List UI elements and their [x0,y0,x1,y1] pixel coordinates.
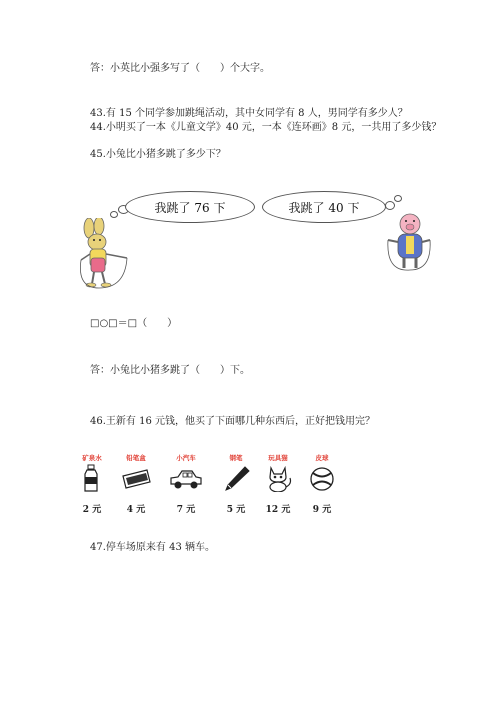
item-pencil-box [116,453,156,515]
item-label: 矿泉水 [82,454,102,462]
equation-line: □○□＝□（ ） [90,318,178,329]
question-47: 47.停车场原来有 43 辆车。 [90,542,215,553]
item-price: 7 元 [176,505,196,515]
item-label: 小汽车 [176,454,196,462]
item-label: 钢笔 [229,454,243,462]
rabbit-jumping-rope-icon [75,218,135,290]
question-43: 43.有 15 个同学参加跳绳活动，其中女同学有 8 人，男同学有多少人？ [90,108,408,119]
item-toy-car [166,453,206,515]
pen-icon [219,464,253,492]
rabbit-speech-bubble [125,191,255,223]
thought-dot [385,201,395,210]
item-toy-cat [258,453,298,515]
answer-45: 答：小兔比小猪多跳了（ ）下。 [90,365,250,376]
water-bottle-icon [75,464,109,492]
pig-speech-bubble [262,191,386,223]
item-label: 铅笔盒 [126,454,146,462]
pig-jumping-rope-icon [382,210,434,272]
rabbit-speech-text: 我跳了 76 下 [154,200,226,215]
toy-car-icon [169,464,203,492]
item-price: 12 元 [265,505,291,515]
ball-icon [305,464,339,492]
question-45: 45.小兔比小猪多跳了多少下？ [90,149,226,160]
item-price: 2 元 [82,505,102,515]
item-price: 9 元 [312,505,332,515]
thought-dot [110,211,118,218]
item-price: 4 元 [126,505,146,515]
item-ball [302,453,342,515]
question-46: 46.王新有 16 元钱，他买了下面哪几种东西后，正好把钱用完？ [90,416,375,427]
item-water-bottle [72,453,112,515]
item-label: 玩具猫 [268,454,288,462]
question-44: 44.小明买了一本《儿童文学》40 元，一本《连环画》8 元，一共用了多少钱？ [90,122,442,133]
pencil-box-icon [119,464,153,492]
answer-42: 答：小英比小强多写了（ ）个大字。 [90,63,270,74]
thought-dot [394,195,402,202]
item-price: 5 元 [226,505,246,515]
item-label: 皮球 [315,454,329,462]
pig-speech-text: 我跳了 40 下 [288,200,360,215]
item-pen [216,453,256,515]
toy-cat-icon [261,464,295,492]
